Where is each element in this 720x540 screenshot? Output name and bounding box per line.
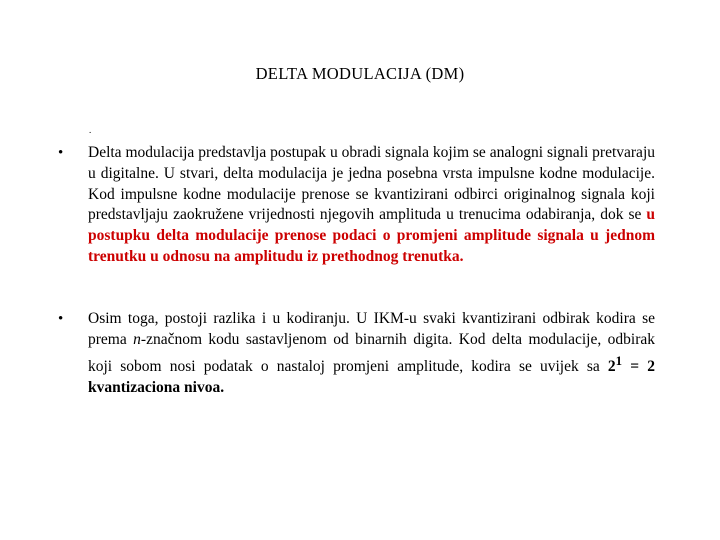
slide-title: DELTA MODULACIJA (DM) [255, 64, 465, 83]
bullet-text [88, 309, 655, 398]
bullet-text-italic-n: n [133, 330, 141, 348]
bullet-text [88, 143, 655, 268]
bullet-text-part1: Osim toga, postoji razlika i u kodiranju. U IKM-u svaki kvantizirani odbirak kodira se prema [88, 310, 655, 348]
bullet-text-plain: Delta modulacija predstavlja postupak u obradi signala kojim se analogni signali pretvaraju u digitalne. U stvari, delta modulacija je jedna posebna vrsta impulsne kodne modulacije. Kod impulsne kodne modulacije prenose se kvantizirani odbirci originalnog signala koji predstavljaju zaokružene vrijednosti njegovih amplituda u trenucima odabiranja, dok se [88, 144, 655, 224]
stray-dot: . [89, 125, 92, 135]
bullet-text-base: 2 [607, 357, 616, 375]
bullet-icon: • [58, 311, 64, 327]
bullet-icon: • [58, 145, 64, 161]
bullet-text-part3: = 2 kvantizaciona nivoa. [88, 357, 655, 396]
bullet-text-highlight: u postupku delta modulacije prenose podaci o promjeni amplitude signala u jednom trenutku u odnosu na amplitudu iz prethodnog trenutka. [88, 206, 655, 265]
bullet-text-part2: -značnom kodu sastavljenom od binarnih digita. Kod delta modulacije, odbirak koji sobom nosi podatak o nastaloj promjeni amplitude, kodira se uvijek sa [88, 330, 655, 375]
bullet-text-exponent: 1 [615, 352, 623, 368]
